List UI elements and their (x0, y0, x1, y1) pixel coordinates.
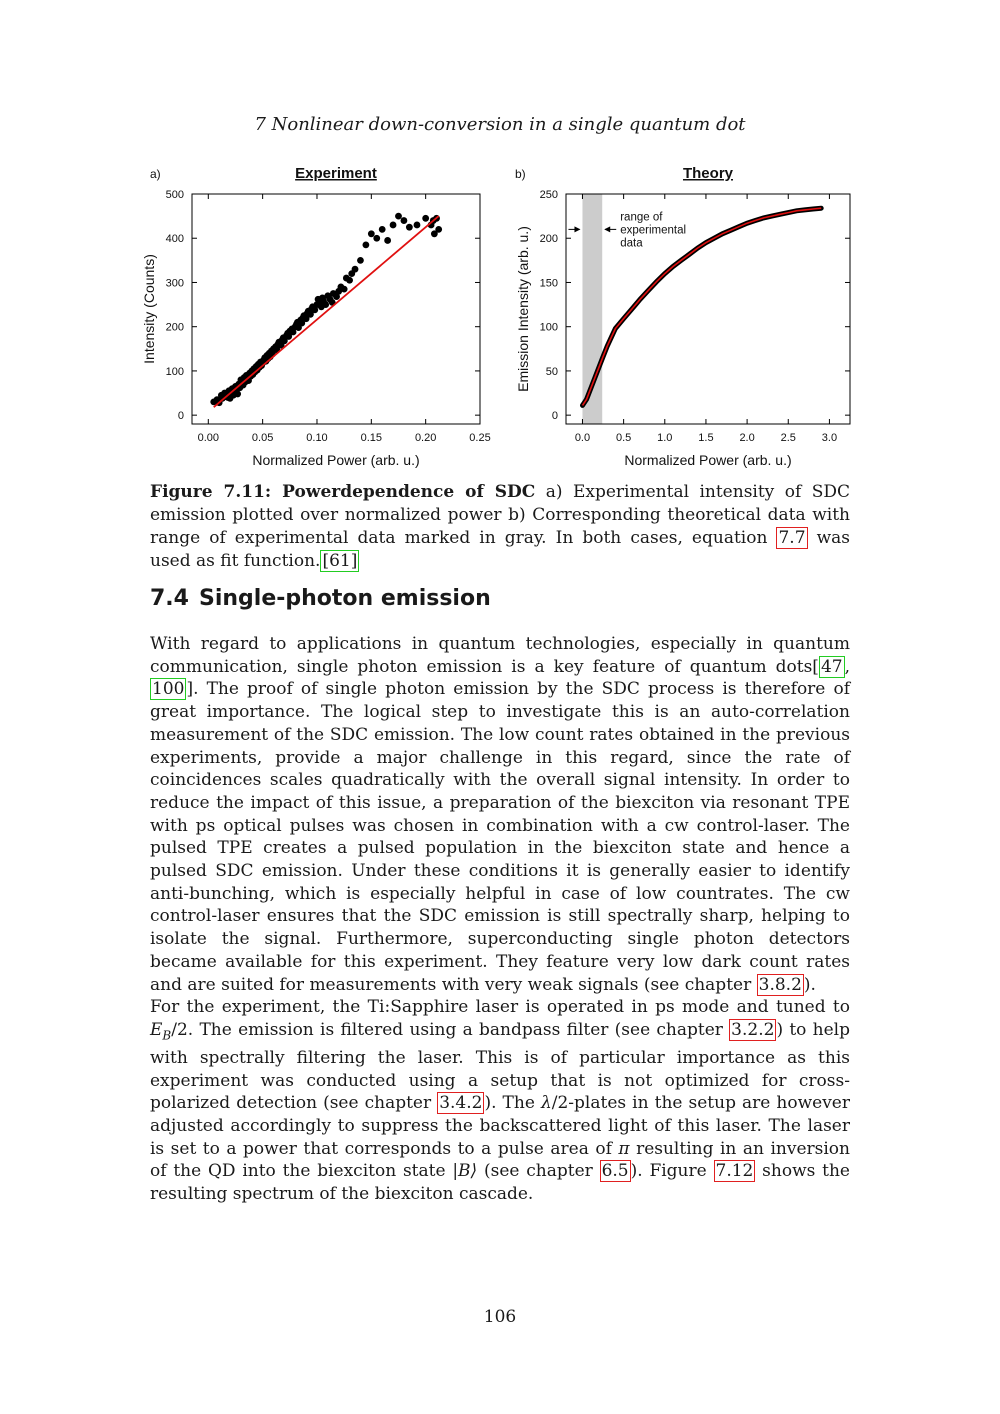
fit-line (214, 216, 439, 407)
para2-text-c: ) to help with spectrally filtering the laser. This is of particular importance as this experiment was conducted using a setup that is not optimized for cross-polarized detection (see chapter (150, 1019, 850, 1114)
y-tick-label: 400 (165, 233, 184, 246)
y-tick-label: 300 (165, 277, 184, 290)
y-tick-label: 200 (165, 321, 184, 334)
data-point (414, 222, 421, 229)
chapter-ref-link[interactable]: 3.8.2 (758, 974, 802, 995)
section-title: Single-photon emission (198, 586, 491, 611)
data-point (322, 301, 329, 308)
x-tick-label: 0.25 (469, 432, 491, 444)
para2-text-g: (see chapter (477, 1161, 600, 1182)
citation-separator: , (844, 656, 850, 677)
fit-curve (583, 208, 822, 405)
para2-text-a: For the experiment, the Ti:Sapphire laser is operated in ps mode and tuned to (150, 997, 850, 1017)
data-point (362, 241, 369, 248)
para1-text-b: ]. The proof of single photon emission by the SDC process is therefore of great importance. The logical step to investigate this is an auto-correlation measurement of the SDC emission. The low count rates obtained in the previous experiments, provide a major challenge in this regard, since the rate of coincidences scales quadratically with the overall signal intensity. In order to reduce the impact of this issue, a preparation of the biexciton via resonant TPE with ps optical pulses was chosen in combination with a cw control-laser. The pulsed TPE creates a pulsed population in the biexciton state and hence a pulsed SDC emission. Under these conditions it is generally easier to identify anti-bunching, which is especially helpful in case of low countrates. The cw control-laser ensures that the SDC emission is still spectrally sharp, helping to isolate the signal. Furthermore, superconducting single photon detectors became available for this experiment. They feature very low dark count rates and are suited for measurements with very weak signals (see chapter (150, 679, 850, 995)
y-tick-label: 100 (539, 321, 558, 334)
math-lambda: λ (540, 1093, 552, 1114)
para1-text-c: ). (803, 974, 816, 995)
y-tick-label: 100 (165, 365, 184, 378)
chart-experiment (140, 158, 490, 478)
data-point (341, 286, 348, 293)
math-tail: /2 (171, 1019, 188, 1040)
equation-ref-link[interactable]: 7.7 (778, 528, 806, 548)
x-tick-label: 1.5 (698, 432, 714, 444)
x-tick-label: 0.10 (306, 432, 328, 444)
y-axis-label: Emission Intensity (arb. u.) (515, 226, 531, 392)
chapter-ref-link[interactable]: 6.5 (601, 1161, 629, 1182)
figure-caption (150, 481, 850, 573)
y-tick-label: 0 (551, 410, 558, 423)
caption-label: Figure 7.11: Powerdependence of SDC (150, 482, 536, 502)
data-point (352, 266, 359, 273)
section-heading (150, 586, 491, 611)
math-sub-B: B (162, 1028, 172, 1043)
x-tick-label: 0.20 (414, 432, 437, 444)
data-point (368, 230, 375, 237)
x-tick-label: 0.15 (360, 432, 383, 444)
math-E: E (150, 1019, 163, 1040)
paragraph-1 (150, 633, 850, 996)
x-tick-label: 0.00 (197, 432, 220, 444)
data-point (379, 226, 386, 233)
data-point (406, 224, 413, 231)
data-point (390, 222, 397, 229)
citation-link[interactable]: 100 (152, 679, 185, 700)
x-tick-label: 2.0 (739, 432, 755, 444)
data-point (395, 213, 402, 220)
x-tick-label: 0.0 (574, 432, 591, 444)
x-axis-label: Normalized Power (arb. u.) (252, 452, 420, 468)
y-tick-label: 50 (545, 365, 558, 378)
arrow-right-head (604, 226, 610, 232)
math-ket-B: |B⟩ (452, 1161, 478, 1182)
figure-7-11 (140, 158, 865, 478)
para2-text-d: ). The (484, 1093, 541, 1114)
data-point (357, 257, 364, 264)
x-axis-label: Normalized Power (arb. u.) (624, 452, 792, 468)
data-point (384, 237, 391, 244)
chapter-ref-link[interactable]: 3.2.2 (731, 1019, 775, 1040)
data-point (373, 235, 380, 242)
caption-text: a) Experimental intensity of SDC emission plotted over normalized power b) Corresponding theoretical data with range of experimental data marked in gray. In both cases, equation (150, 482, 850, 548)
figure-ref-link[interactable]: 7.12 (715, 1161, 754, 1182)
para2-text-h: ). Figure (630, 1161, 714, 1182)
math-pi: π (618, 1138, 630, 1159)
para1-text-a: With regard to applications in quantum technologies, especially in quantum communication, single photon emission is a key feature of quantum dots[ (150, 634, 850, 677)
annotation-text: data (620, 237, 643, 250)
y-tick-label: 500 (165, 189, 184, 201)
annotation-text: range of (620, 211, 663, 224)
para2-text-i: shows the resulting spectrum of the biexciton cascade. (150, 1161, 850, 1205)
chart-title: Theory (682, 165, 734, 182)
math-energy (150, 1019, 172, 1043)
arrow-left-head (574, 226, 580, 232)
x-tick-label: 3.0 (821, 432, 838, 444)
page-number: 106 (483, 1307, 517, 1327)
y-axis-label: Intensity (Counts) (141, 254, 157, 364)
para2-text-e: /2-plates in the setup are however adjusted accordingly to suppress the backscattered light of this laser. The laser is set to a power that corresponds to a pulse area of (150, 1093, 850, 1159)
panel-label: a) (150, 167, 161, 181)
x-tick-label: 2.5 (780, 432, 796, 444)
y-tick-label: 150 (539, 277, 558, 290)
chart-theory (505, 158, 880, 478)
x-tick-label: 0.05 (251, 432, 274, 444)
y-tick-label: 200 (539, 233, 558, 246)
para2-text-f: resulting in an inversion of the QD into the biexciton state (150, 1138, 850, 1182)
x-tick-label: 0.5 (615, 432, 632, 444)
panel-label: b) (515, 167, 526, 181)
data-point (234, 391, 241, 398)
caption-text-end: was used as fit function. (150, 528, 850, 571)
annotation-text: experimental (620, 224, 687, 237)
paragraph-2 (150, 996, 850, 1206)
data-curve (583, 208, 822, 405)
data-point (435, 226, 442, 233)
chart-title: Experiment (295, 165, 377, 182)
chapter-ref-link[interactable]: 3.4.2 (439, 1093, 483, 1114)
data-point (401, 217, 408, 224)
section-number: 7.4 (150, 586, 189, 611)
citation-link[interactable]: [61] (322, 551, 358, 571)
y-tick-label: 0 (177, 410, 184, 423)
citation-link[interactable]: 47 (820, 656, 843, 677)
y-tick-label: 250 (539, 189, 558, 201)
data-point (346, 277, 353, 284)
para2-text-b: . The emission is filtered using a bandpass filter (see chapter (187, 1019, 730, 1040)
running-header: 7 Nonlinear down-conversion in a single quantum dot (254, 114, 746, 135)
data-point (422, 215, 429, 222)
x-tick-label: 1.0 (657, 432, 673, 444)
